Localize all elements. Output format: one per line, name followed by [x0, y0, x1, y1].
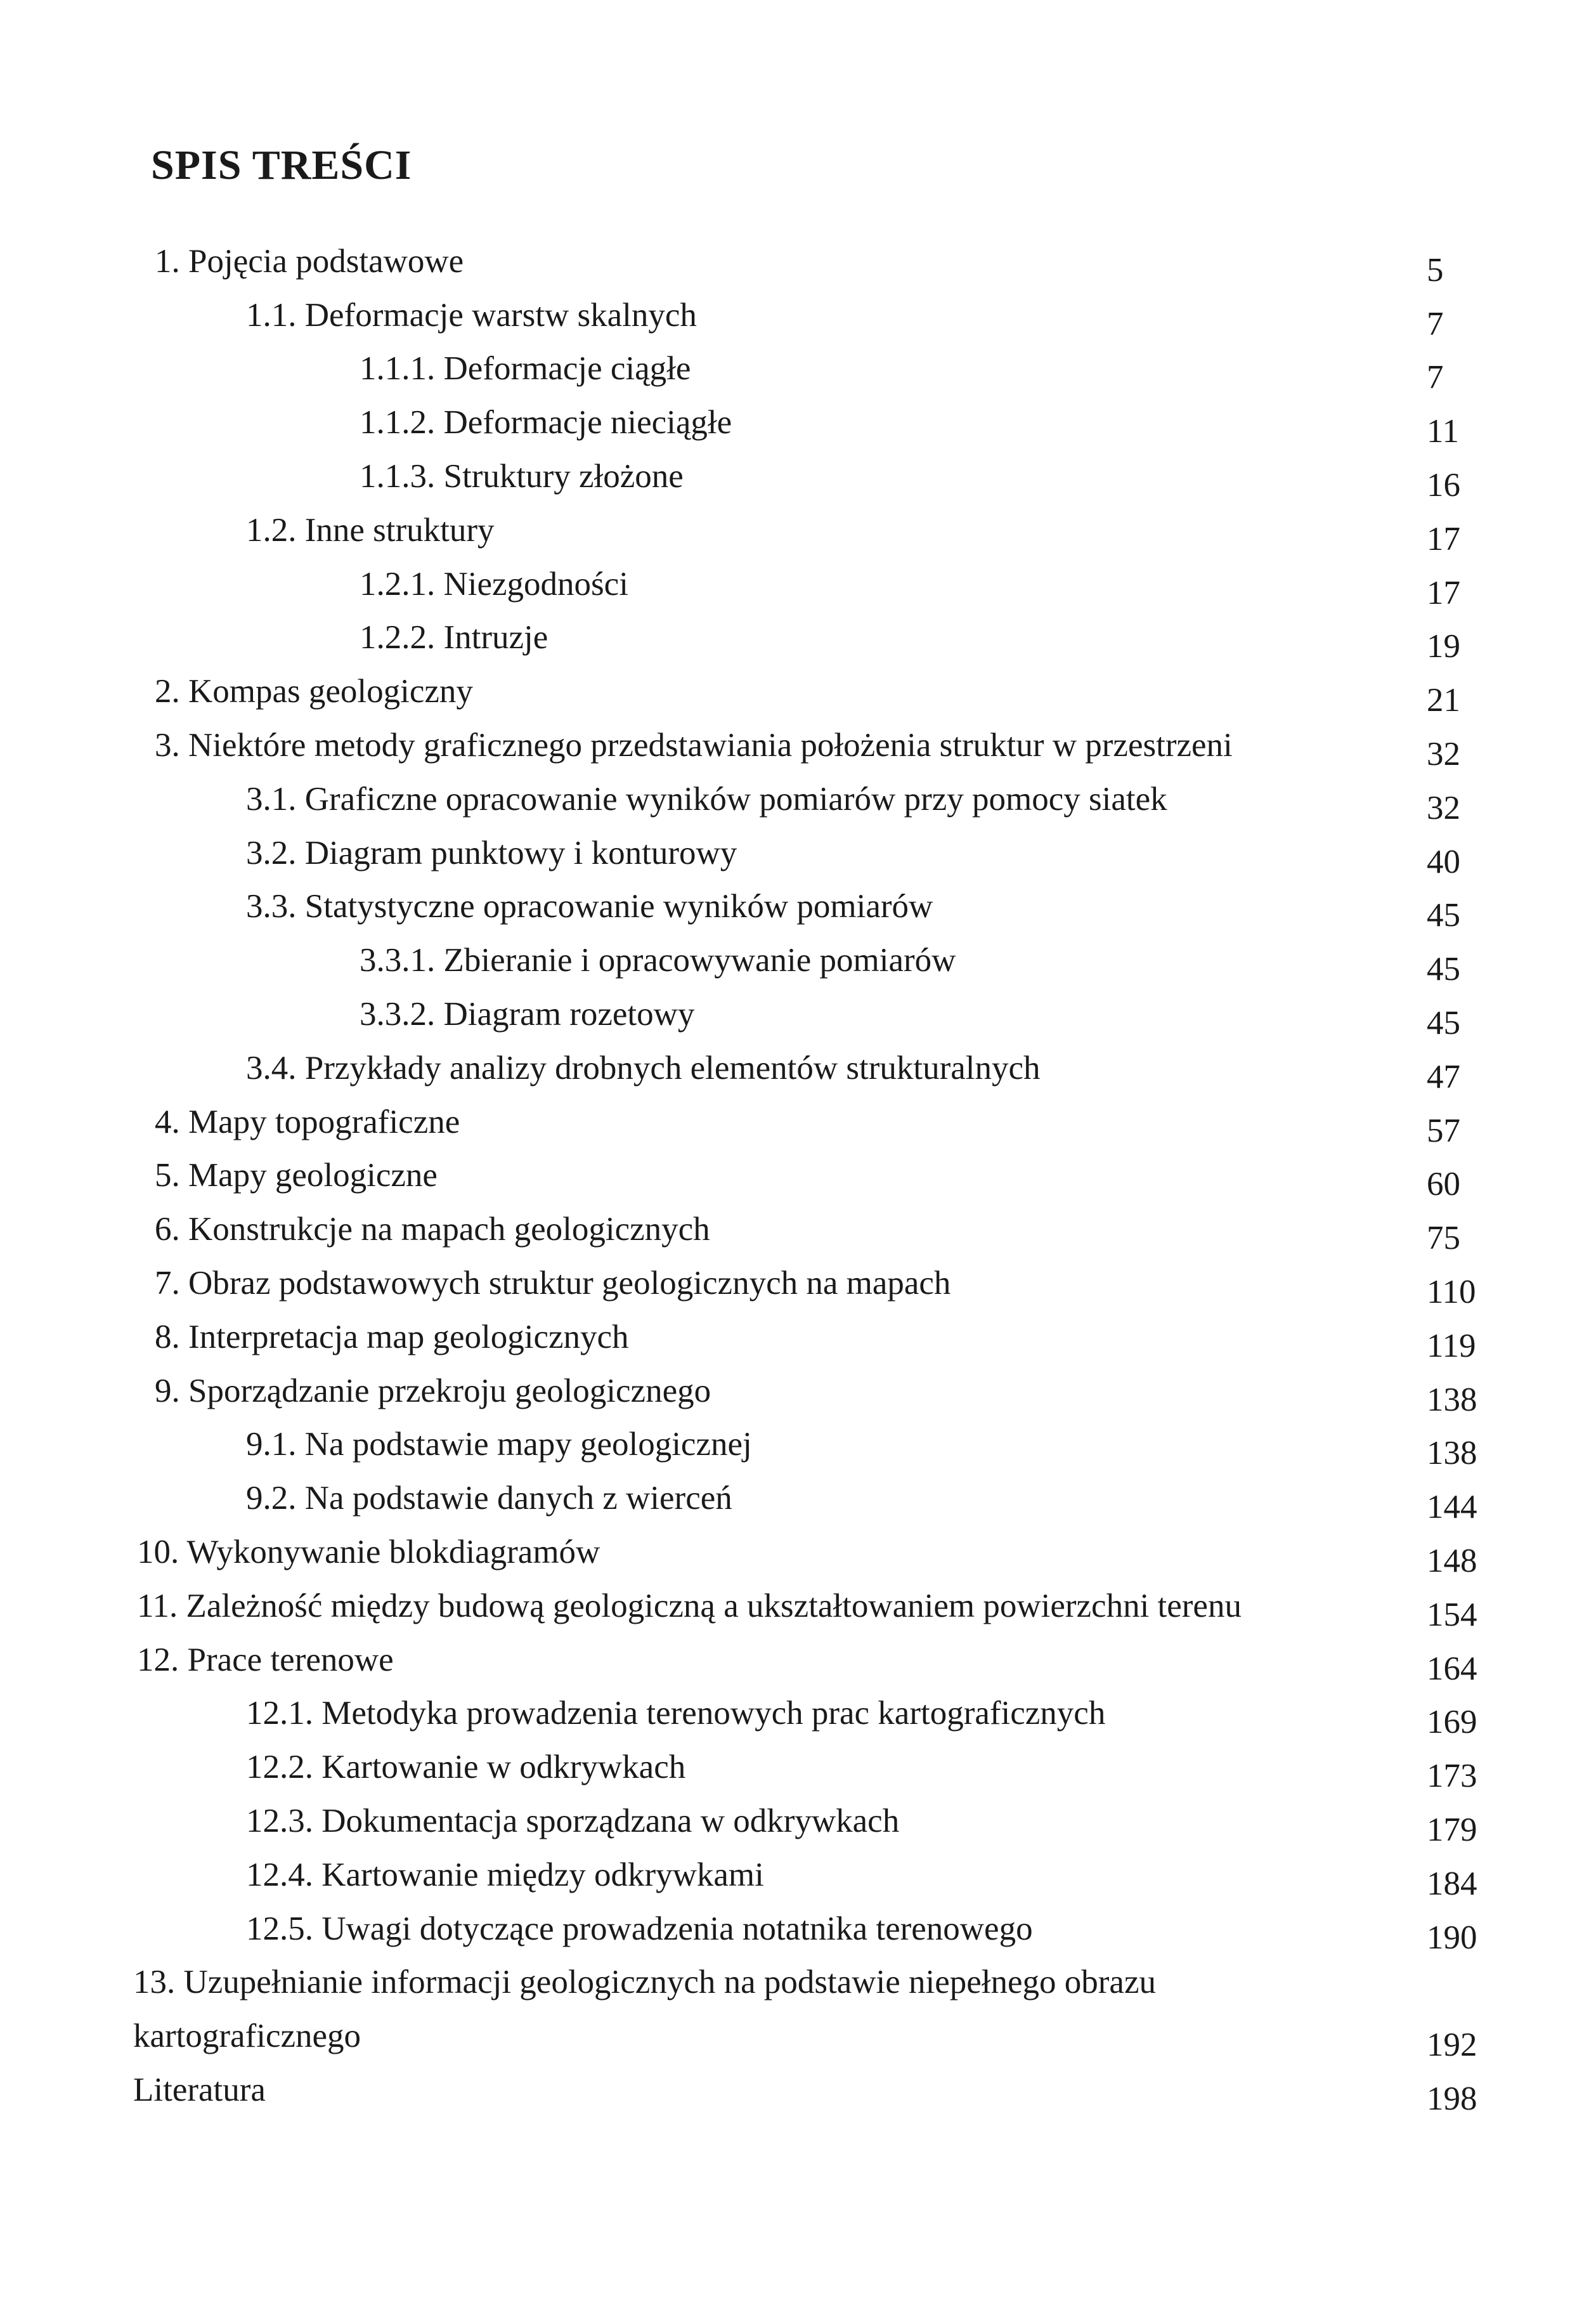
toc-entry-page: 11: [1427, 413, 1460, 450]
toc-entry: [0, 1476, 1596, 1525]
toc-entry-title: 3.3. Statystyczne opracowanie wyników pomiarów: [246, 888, 933, 925]
toc-entry: [0, 1046, 1596, 1095]
toc-entry-title: 12.5. Uwagi dotyczące prowadzenia notatnika terenowego: [246, 1910, 1033, 1947]
toc-entry-title: 12.3. Dokumentacja sporządzana w odkrywkach: [246, 1803, 900, 1839]
toc-entry-page: 169: [1427, 1704, 1477, 1740]
toc-entry-title: 12. Prace terenowe: [137, 1641, 394, 1678]
toc-entry-page: 138: [1427, 1435, 1477, 1471]
toc-entry: [0, 1745, 1596, 1794]
toc-entry-page: 144: [1427, 1489, 1477, 1525]
toc-entry-title: 10. Wykonywanie blokdiagramów: [137, 1534, 600, 1570]
toc-entry-page: 119: [1427, 1328, 1476, 1364]
toc-entry-page: 190: [1427, 1919, 1477, 1956]
toc-entry-title: 3.1. Graficzne opracowanie wyników pomiarów przy pomocy siatek: [246, 781, 1167, 818]
toc-entry-page: 16: [1427, 467, 1460, 504]
toc-entry-title: 5. Mapy geologiczne: [155, 1157, 438, 1194]
toc-entry-page: 57: [1427, 1113, 1460, 1149]
toc-entry-title: 9.2. Na podstawie danych z wierceń: [246, 1480, 732, 1517]
toc-entry-title: 11. Zależność między budową geologiczną a ukształtowaniem powierzchni terenu: [137, 1588, 1242, 1624]
toc-entry-page: 45: [1427, 1005, 1460, 1041]
toc-entry-title: 6. Konstrukcje na mapach geologicznych: [155, 1211, 710, 1248]
toc-entry-title: 13. Uzupełnianie informacji geologicznych na podstawie niepełnego obrazu: [133, 1964, 1156, 2000]
toc-entry-page: 164: [1427, 1650, 1477, 1687]
toc-entry: [0, 400, 1596, 450]
toc-entry: [0, 669, 1596, 719]
toc-entry-page: 198: [1427, 2080, 1477, 2117]
toc-entry-title: 1.2.1. Niezgodności: [360, 566, 628, 603]
page-title: SPIS TREŚCI: [151, 142, 412, 188]
toc-entry-page: 154: [1427, 1596, 1477, 1633]
toc-entry-title: 9.1. Na podstawie mapy geologicznej: [246, 1426, 752, 1463]
toc-entry-title: 12.4. Kartowanie między odkrywkami: [246, 1856, 764, 1893]
toc-entry: [0, 1960, 1596, 2004]
toc-entry: [0, 1853, 1596, 1902]
toc-entry: [0, 1315, 1596, 1364]
toc-entry: [0, 1691, 1596, 1740]
toc-entry-title: Literatura: [133, 2072, 266, 2108]
toc-entry-title: 12.2. Kartowanie w odkrywkach: [246, 1749, 686, 1785]
toc-entry-page: 5: [1427, 252, 1444, 289]
toc-entry: [0, 1422, 1596, 1471]
toc-entry: [0, 1261, 1596, 1310]
toc-entry-page: 192: [1427, 2026, 1477, 2063]
toc-entry-title: 8. Interpretacja map geologicznych: [155, 1319, 629, 1355]
toc-entry-title: 3.4. Przykłady analizy drobnych elementów strukturalnych: [246, 1050, 1041, 1086]
toc-entry-title: 1.1.3. Struktury złożone: [360, 458, 684, 495]
toc-entry-title: 2. Kompas geologiczny: [155, 673, 473, 710]
toc-entry: [0, 1100, 1596, 1149]
toc-entry-page: 173: [1427, 1758, 1477, 1794]
toc-entry-page: 148: [1427, 1543, 1477, 1579]
toc-entry-title: 1.1.1. Deformacje ciągłe: [360, 350, 691, 387]
toc-entry-page: 7: [1427, 306, 1444, 343]
toc-entry-page: 40: [1427, 844, 1460, 880]
toc-entry-title: 7. Obraz podstawowych struktur geologicznych na mapach: [155, 1265, 951, 1302]
toc-entry: [0, 1153, 1596, 1203]
toc-entry-page: 17: [1427, 521, 1460, 558]
toc-entry: [0, 1530, 1596, 1579]
toc-entry: [0, 1638, 1596, 1687]
toc-entry-page: 179: [1427, 1811, 1477, 1848]
toc-entry-title: 3.3.2. Diagram rozetowy: [360, 996, 695, 1033]
toc-entry-title: kartograficznego: [133, 2018, 361, 2054]
toc-entry-title: 9. Sporządzanie przekroju geologicznego: [155, 1373, 711, 1409]
toc-entry: [0, 1907, 1596, 1956]
toc-entry: [0, 508, 1596, 558]
toc-entry-title: 3. Niektóre metody graficznego przedstawiania położenia struktur w przestrzeni: [155, 727, 1233, 764]
toc-entry-title: 1.2.2. Intruzje: [360, 619, 548, 656]
toc-entry-page: 184: [1427, 1865, 1477, 1902]
toc-entry-title: 1.1. Deformacje warstw skalnych: [246, 297, 697, 334]
toc-entry-page: 19: [1427, 628, 1460, 665]
toc-entry: [0, 831, 1596, 880]
toc-entry-page: 32: [1427, 736, 1460, 773]
toc-entry: [0, 293, 1596, 343]
toc-entry-page: 60: [1427, 1166, 1460, 1203]
toc-entry-page: 32: [1427, 790, 1460, 826]
toc-entry: [0, 615, 1596, 665]
toc-entry-page: 17: [1427, 575, 1460, 611]
toc-entry: [0, 938, 1596, 988]
toc-entry: [0, 2014, 1596, 2063]
toc-entry: [0, 723, 1596, 773]
toc-entry-title: 12.1. Metodyka prowadzenia terenowych prac kartograficznych: [246, 1695, 1106, 1732]
toc-entry: [0, 1369, 1596, 1418]
toc-entry-page: 45: [1427, 951, 1460, 988]
toc-entry: [0, 346, 1596, 396]
toc-entry-page: 75: [1427, 1220, 1460, 1256]
toc-entry-title: 1. Pojęcia podstawowe: [155, 243, 464, 280]
toc-entry: [0, 454, 1596, 504]
toc-entry-title: 4. Mapy topograficzne: [155, 1104, 460, 1140]
toc-entry-title: 1.2. Inne struktury: [246, 512, 495, 549]
toc-entry: [0, 1207, 1596, 1256]
toc-entry: [0, 884, 1596, 934]
toc-entry-page: 7: [1427, 359, 1444, 396]
toc-entry-title: 1.1.2. Deformacje nieciągłe: [360, 404, 732, 441]
toc-entry-page: 110: [1427, 1274, 1476, 1310]
toc-entry: [0, 2068, 1596, 2117]
toc-entry: [0, 562, 1596, 611]
toc-entry-title: 3.3.1. Zbieranie i opracowywanie pomiarów: [360, 942, 956, 979]
toc-entry: [0, 239, 1596, 289]
toc-entry-title: 3.2. Diagram punktowy i konturowy: [246, 835, 737, 871]
toc-entry: [0, 1584, 1596, 1633]
toc-entry: [0, 777, 1596, 826]
toc-entry-page: 47: [1427, 1059, 1460, 1095]
toc-entry: [0, 992, 1596, 1041]
toc-entry-page: 21: [1427, 682, 1460, 719]
toc-entry-page: 138: [1427, 1381, 1477, 1418]
toc-entry-page: 45: [1427, 897, 1460, 934]
toc-entry: [0, 1799, 1596, 1848]
